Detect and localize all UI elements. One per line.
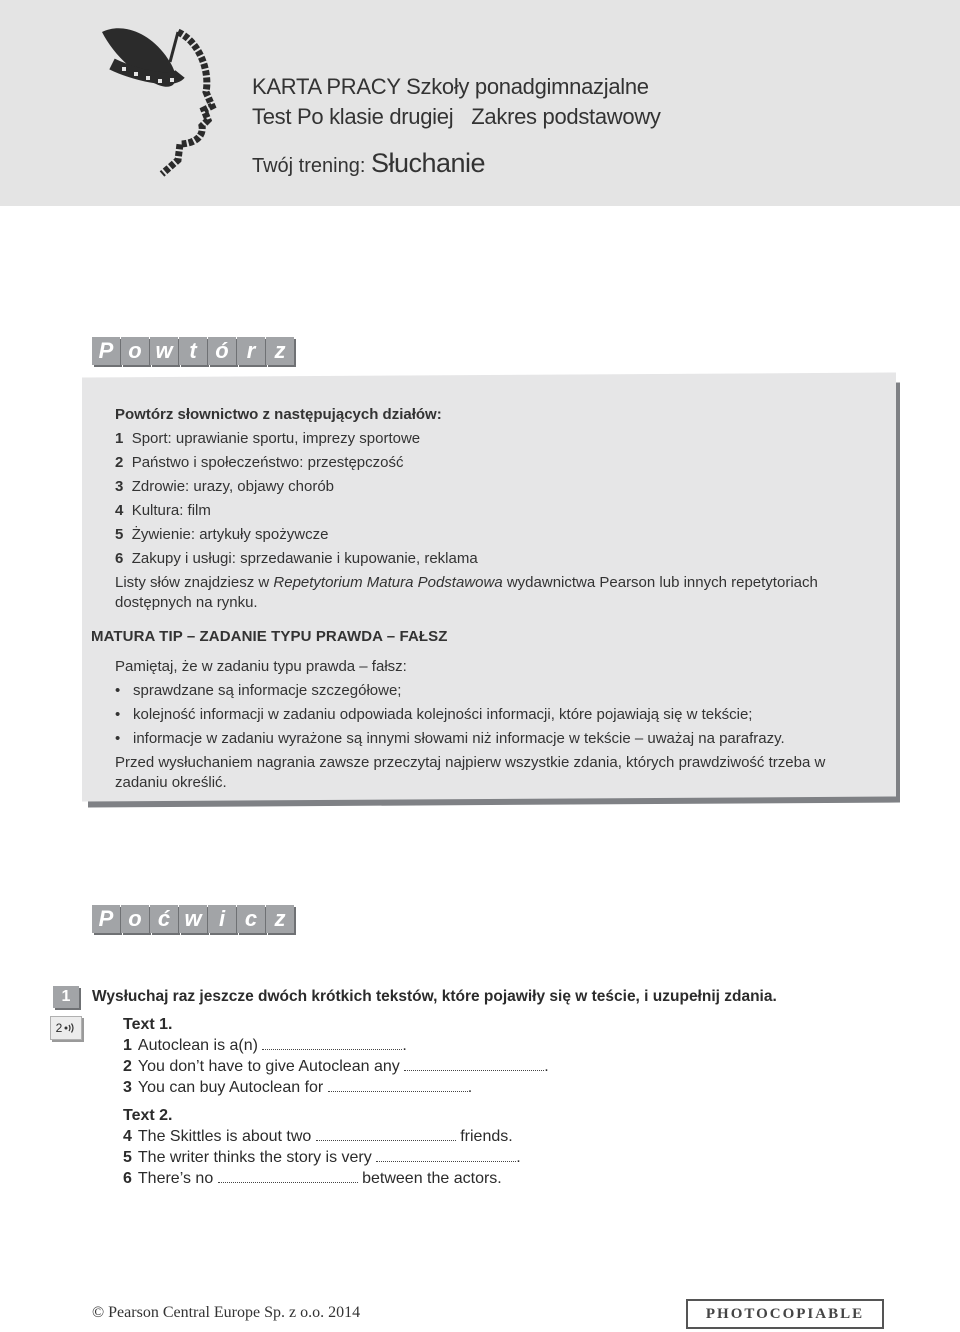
tip-outro: Przed wysłuchaniem nagrania zawsze przeczytaj najpierw wszystkie zdania, których prawdziwość trzeba w zadaniu określić. — [115, 754, 826, 791]
exercise-texts — [123, 1014, 549, 1189]
title-tile: z — [266, 905, 294, 933]
photocopiable-badge: PHOTOCOPIABLE — [686, 1299, 884, 1329]
vocab-item: 3 Zdrowie: urazy, objawy chorób — [115, 478, 334, 495]
gap-sentence: 6 There’s no between the actors. — [123, 1170, 502, 1187]
title-tile: r — [237, 337, 265, 365]
vocab-note: Listy słów znajdziesz w Repetytorium Matura Podstawowa wydawnictwa Pearson lub innych repetytoriach dostępnych na rynku. — [115, 574, 818, 611]
answer-blank[interactable] — [262, 1037, 402, 1050]
exercise-instruction: Wysłuchaj raz jeszcze dwóch krótkich tekstów, które pojawiły się w teście, i uzupełnij zdania. — [92, 988, 777, 1005]
title-tile: z — [266, 337, 294, 365]
gap-sentence: 1 Autoclean is a(n) . — [123, 1037, 407, 1054]
training-skill: Słuchanie — [370, 148, 486, 178]
tip-intro: Pamiętaj, że w zadaniu typu prawda – fałsz: — [115, 658, 407, 675]
vocab-item: 1 Sport: uprawianie sportu, imprezy sportowe — [115, 430, 421, 447]
vocab-intro: Powtórz słownictwo z następujących działów: — [115, 406, 442, 423]
vocab-item: 6 Zakupy i usługi: sprzedawanie i kupowanie, reklama — [115, 550, 478, 567]
tip-bullet: • kolejność informacji w zadaniu odpowiada kolejności informacji, które pojawiają się w tekście; — [115, 706, 753, 723]
audio-track-badge — [50, 1016, 82, 1040]
title-tile: P — [92, 905, 120, 933]
exercise-number: 1 — [53, 986, 79, 1008]
title-tile: P — [92, 337, 120, 365]
vocab-item: 2 Państwo i społeczeństwo: przestępczość — [115, 454, 404, 471]
head-filmstrip-logo-icon — [92, 22, 222, 182]
review-panel — [82, 375, 904, 807]
header-text — [252, 72, 661, 181]
vocab-item: 5 Żywienie: artykuły spożywcze — [115, 526, 329, 543]
gap-sentence: 3 You can buy Autoclean for . — [123, 1079, 473, 1096]
section-title-powtorz — [92, 337, 294, 365]
test-level: Zakres podstawowy — [471, 104, 661, 129]
answer-blank[interactable] — [376, 1149, 516, 1162]
gap-sentence: 2 You don’t have to give Autoclean any . — [123, 1058, 549, 1075]
answer-blank[interactable] — [328, 1079, 468, 1092]
title-tile: o — [121, 337, 149, 365]
track-number: 2 — [55, 1021, 63, 1035]
test-name: Test Po klasie drugiej — [252, 104, 454, 129]
title-tile: t — [179, 337, 207, 365]
panel-content — [82, 403, 862, 793]
training-line — [252, 148, 661, 181]
matura-tip-heading: MATURA TIP – ZADANIE TYPU PRAWDA – FAŁSZ — [91, 628, 448, 645]
header-band — [0, 0, 960, 206]
text1-label: Text 1. — [123, 1016, 173, 1033]
title-tile: o — [121, 905, 149, 933]
answer-blank[interactable] — [404, 1058, 544, 1071]
tip-bullet: • sprawdzane są informacje szczegółowe; — [115, 682, 402, 699]
training-label: Twój trening: — [252, 155, 371, 177]
section-title-cwicz — [92, 905, 294, 933]
title-tile: ó — [208, 337, 236, 365]
speaker-icon — [64, 1022, 76, 1034]
title-tile: i — [208, 905, 236, 933]
worksheet-title: KARTA PRACY Szkoły ponadgimnazjalne — [252, 74, 649, 99]
vocab-item: 4 Kultura: film — [115, 502, 211, 519]
worksheet-subtitle — [252, 102, 661, 132]
copyright-notice: © Pearson Central Europe Sp. z o.o. 2014 — [92, 1304, 361, 1321]
answer-blank[interactable] — [218, 1170, 358, 1183]
gap-sentence: 4 The Skittles is about two friends. — [123, 1128, 513, 1145]
title-tile: c — [237, 905, 265, 933]
gap-sentence: 5 The writer thinks the story is very . — [123, 1149, 521, 1166]
title-tile: w — [150, 337, 178, 365]
answer-blank[interactable] — [316, 1128, 456, 1141]
title-tile: w — [179, 905, 207, 933]
text2-label: Text 2. — [123, 1107, 173, 1124]
title-tile: ć — [150, 905, 178, 933]
tip-bullet: • informacje w zadaniu wyrażone są innymi słowami niż informacje w tekście – uważaj na parafrazy. — [115, 730, 785, 747]
